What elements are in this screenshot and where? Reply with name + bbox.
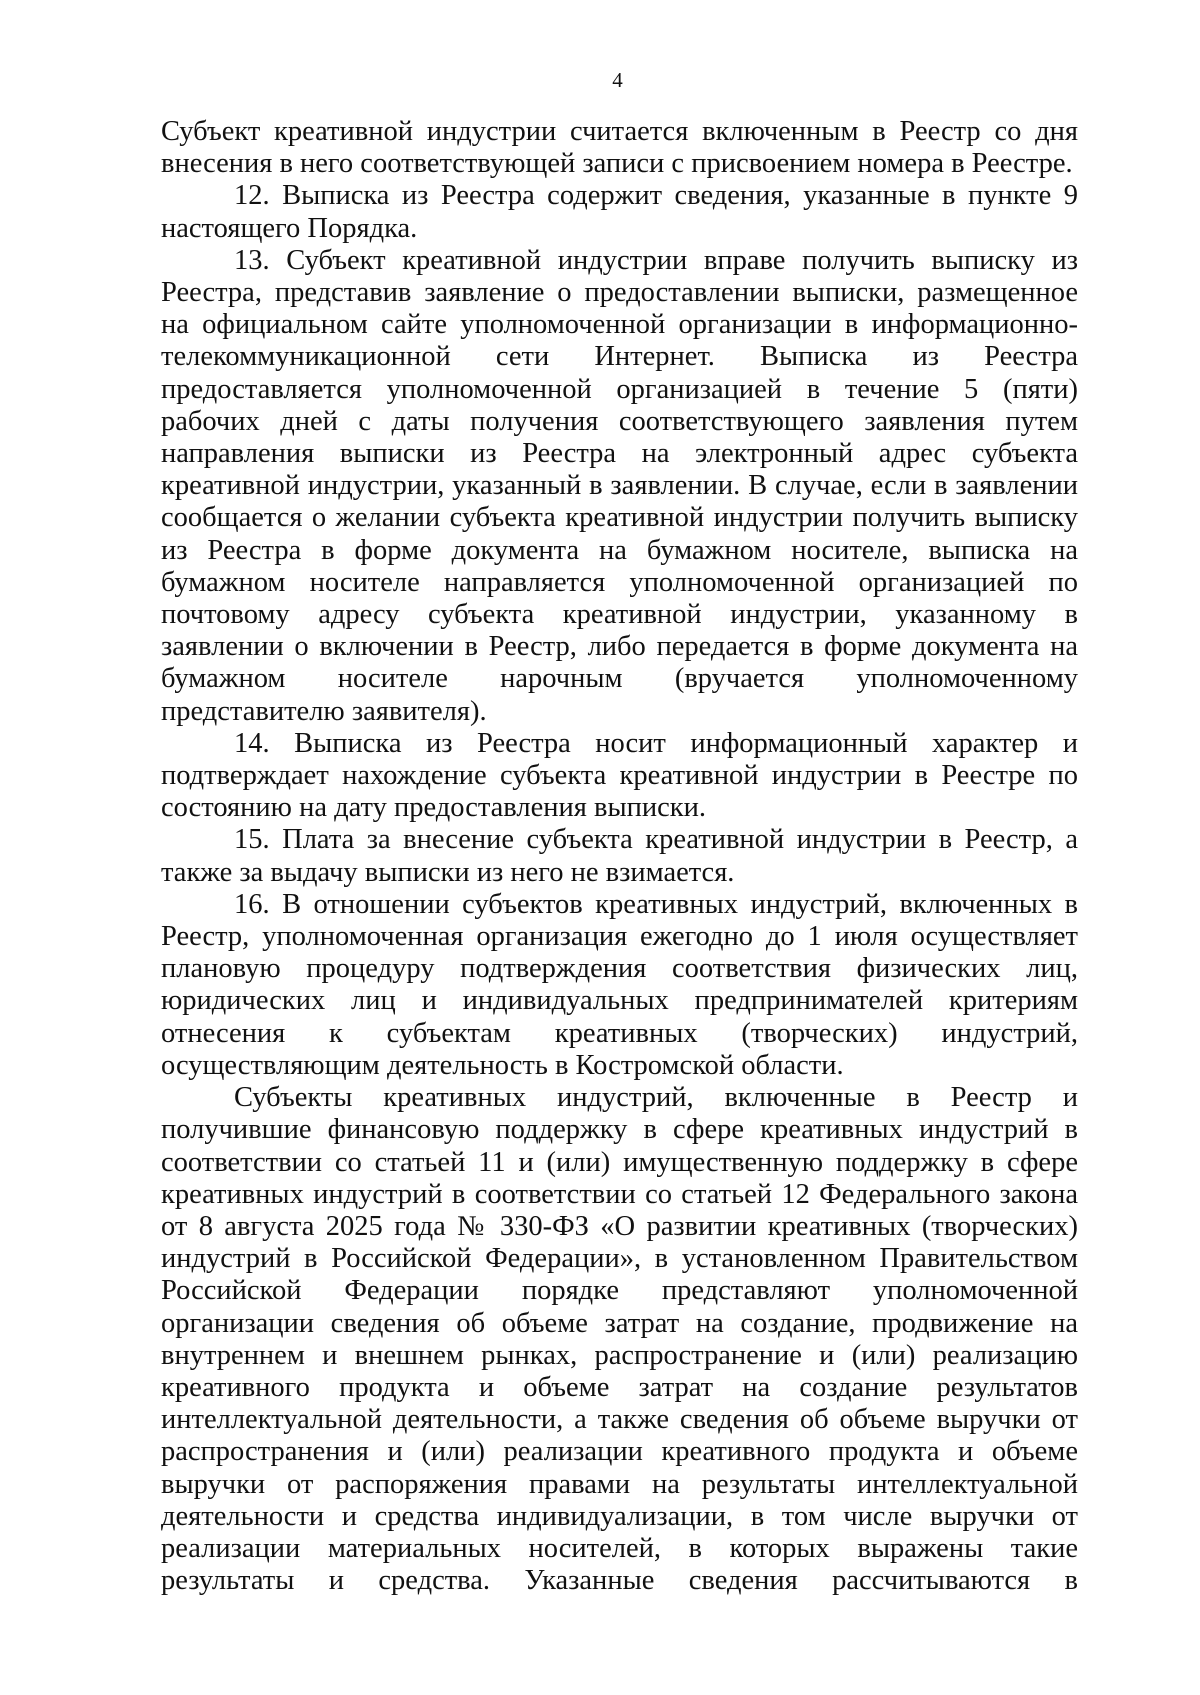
paragraph-item-12: 12. Выписка из Реестра содержит сведения, указанные в пункте 9 настоящего Порядка. xyxy=(161,180,1078,244)
paragraph-item-15: 15. Плата за внесение субъекта креативной индустрии в Реестр, а также за выдачу выписки из него не взимается. xyxy=(161,824,1078,888)
page-number: 4 xyxy=(612,68,623,92)
paragraph-item-13: 13. Субъект креативной индустрии вправе получить выписку из Реестра, представив заявление о предоставлении выписки, размещенное на официальном сайте уполномоченной организации в информационно-телекоммуникационной сети Интернет. Выписка из Реестра предоставляется уполномоченной организацией в течение 5 (пяти) рабочих дней с даты получения соответствующего заявления путем направления выписки из Реестра на электронный адрес субъекта креативной индустрии, указанный в заявлении. В случае, если в заявлении сообщается о желании субъекта креативной индустрии получить выписку из Реестра в форме документа на бумажном носителе, выписка на бумажном носителе направляется уполномоченной организацией по почтовому адресу субъекта креативной индустрии, указанному в заявлении о включении в Реестр, либо передается в форме документа на бумажном носителе нарочным (вручается уполномоченному представителю заявителя). xyxy=(161,244,1078,727)
paragraph-item-16: 16. В отношении субъектов креативных индустрий, включенных в Реестр, уполномоченная организация ежегодно до 1 июля осуществляет плановую процедуру подтверждения соответствия физических лиц, юридических лиц и индивидуальных предпринимателей критериям отнесения к субъектам креативных (творческих) индустрий, осуществляющим деятельность в Костромской области. xyxy=(161,888,1078,1081)
document-body xyxy=(161,116,1078,1597)
paragraph-financial-support: Субъекты креативных индустрий, включенные в Реестр и получившие финансовую поддержку в сфере креативных индустрий в соответствии со статьей 11 и (или) имущественную поддержку в сфере креативных индустрий в соответствии со статьей 12 Федерального закона от 8 августа 2025 года № 330-ФЗ «О развитии креативных (творческих) индустрий в Российской Федерации», в установленном Правительством Российской Федерации порядке представляют уполномоченной организации сведения об объеме затрат на создание, продвижение на внутреннем и внешнем рынках, распространение и (или) реализацию креативного продукта и объеме затрат на создание результатов интеллектуальной деятельности, а также сведения об объеме выручки от распространения и (или) реализации креативного продукта и объеме выручки от распоряжения правами на результаты интеллектуальной деятельности и средства индивидуализации, в том числе выручки от реализации материальных носителей, в которых выражены такие результаты и средства. Указанные сведения рассчитываются в xyxy=(161,1082,1078,1597)
paragraph-item-14: 14. Выписка из Реестра носит информационный характер и подтверждает нахождение субъекта креативной индустрии в Реестре по состоянию на дату предоставления выписки. xyxy=(161,727,1078,824)
paragraph-registry-inclusion: Субъект креативной индустрии считается включенным в Реестр со дня внесения в него соответствующей записи с присвоением номера в Реестре. xyxy=(161,116,1078,180)
